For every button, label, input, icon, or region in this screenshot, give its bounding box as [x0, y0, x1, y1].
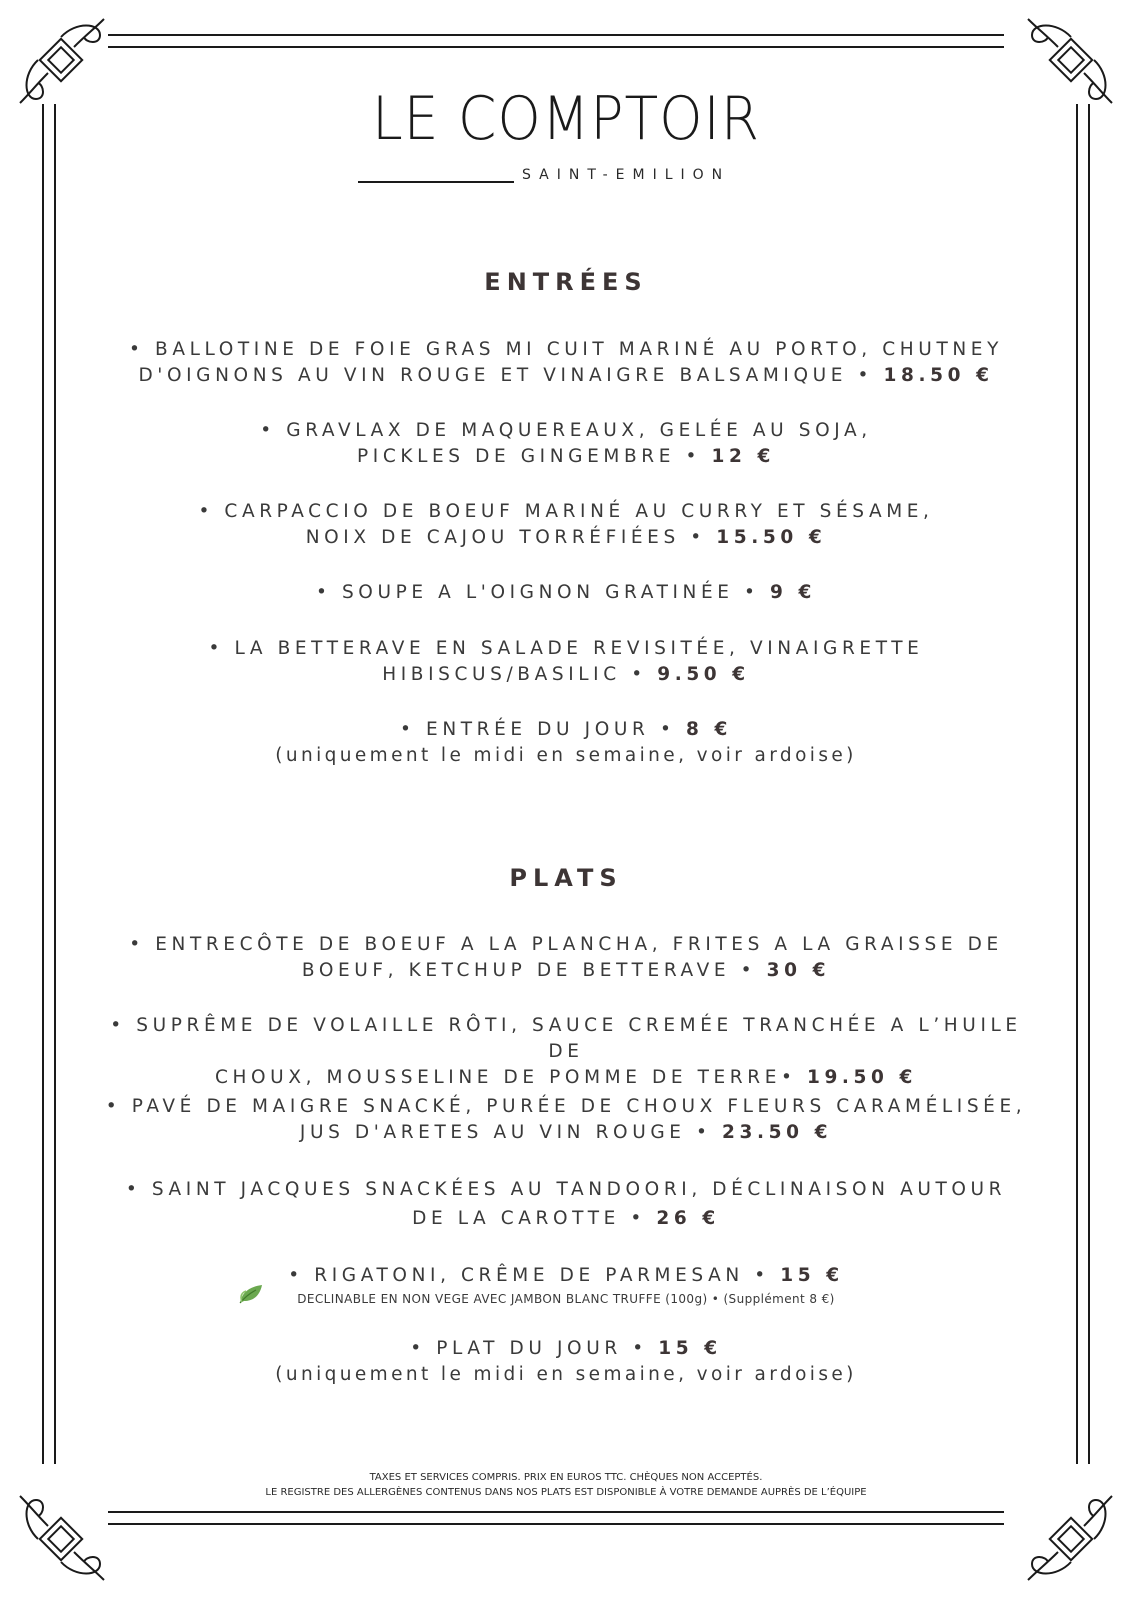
frame-top-inner — [108, 46, 1004, 48]
item-price: 12 € — [711, 446, 775, 467]
item-line — [100, 363, 1032, 389]
item-note: (uniquement le midi en semaine, voir ardoise) — [275, 1364, 857, 1385]
footer — [0, 1470, 1132, 1500]
footer-allergens: LE REGISTRE DES ALLERGÈNES CONTENUS DANS NOS PLATS EST DISPONIBLE À VOTRE DEMANDE AUPRÈS DE L’ÉQUIPE — [265, 1487, 867, 1498]
item-line — [100, 1263, 1032, 1289]
item-line — [100, 580, 1032, 606]
item-price: 19.50 € — [806, 1067, 918, 1088]
section-title-plats: PLATS — [509, 864, 623, 892]
footer-legal: TAXES ET SERVICES COMPRIS. PRIX EN EUROS TTC. CHÈQUES NON ACCEPTÉS. — [369, 1472, 763, 1483]
item-price: 26 € — [656, 1208, 720, 1229]
corner-ornament-icon — [1026, 1494, 1116, 1584]
item-line: • LA BETTERAVE EN SALADE REVISITÉE, VINAIGRETTE — [208, 638, 924, 659]
item-description: HIBISCUS/BASILIC • — [382, 664, 647, 685]
frame-left-outer — [42, 104, 44, 1464]
frame-bottom-inner — [108, 1511, 1004, 1513]
item-price: 15.50 € — [716, 527, 827, 548]
item-price: 8 € — [685, 719, 732, 740]
item-price: 15 € — [780, 1265, 844, 1286]
corner-ornament-icon — [16, 1494, 106, 1584]
item-line — [100, 1204, 1032, 1233]
item-description: JUS D'ARETES AU VIN ROUGE • — [299, 1122, 712, 1143]
menu-item — [100, 1013, 1032, 1091]
item-price: 9 € — [770, 582, 817, 603]
item-line — [100, 444, 1032, 470]
item-line — [100, 662, 1032, 688]
item-line — [100, 1336, 1032, 1362]
item-description: • ENTRÉE DU JOUR • — [400, 719, 676, 740]
item-description: PICKLES DE GINGEMBRE • — [357, 446, 701, 467]
menu-item — [100, 337, 1032, 389]
item-line — [100, 1120, 1032, 1146]
item-line — [100, 717, 1032, 743]
item-price: 18.50 € — [883, 365, 994, 386]
item-line: • BALLOTINE DE FOIE GRAS MI CUIT MARINÉ AU PORTO, CHUTNEY — [129, 339, 1003, 360]
menu-item — [100, 932, 1032, 984]
item-line — [100, 958, 1032, 984]
item-price: 23.50 € — [722, 1122, 833, 1143]
item-line — [100, 1065, 1032, 1091]
menu-item — [100, 499, 1032, 551]
frame-right-inner — [1076, 104, 1078, 1464]
section-title-entrees: ENTRÉES — [484, 268, 648, 296]
item-line: • ENTRECÔTE DE BOEUF A LA PLANCHA, FRITES A LA GRAISSE DE — [129, 934, 1003, 955]
frame-top-outer — [108, 34, 1004, 36]
menu-item — [100, 418, 1032, 470]
item-description: DE LA CAROTTE • — [412, 1208, 646, 1229]
item-line: • SAINT JACQUES SNACKÉES AU TANDOORI, DÉCLINAISON AUTOUR — [125, 1179, 1007, 1200]
menu-item — [100, 1094, 1032, 1146]
frame-left-inner — [54, 104, 56, 1464]
item-price: 15 € — [658, 1338, 722, 1359]
menu-item — [100, 717, 1032, 769]
item-price: 30 € — [766, 960, 831, 981]
item-description: • PLAT DU JOUR • — [410, 1338, 648, 1359]
item-price: 9.50 € — [657, 664, 750, 685]
restaurant-name: LE COMPTOIR — [371, 84, 761, 154]
restaurant-location: SAINT-EMILION — [522, 167, 731, 183]
frame-bottom-outer — [108, 1523, 1004, 1525]
item-note: (uniquement le midi en semaine, voir ardoise) — [275, 745, 857, 766]
item-description: BOEUF, KETCHUP DE BETTERAVE • — [301, 960, 757, 981]
item-line: • GRAVLAX DE MAQUEREAUX, GELÉE AU SOJA, — [260, 420, 872, 441]
menu-item — [100, 1175, 1032, 1233]
menu-item — [100, 1336, 1032, 1388]
item-small-note: DECLINABLE EN NON VEGE AVEC JAMBON BLANC TRUFFE (100g) • (Supplément 8 €) — [297, 1292, 835, 1306]
frame-right-outer — [1088, 104, 1090, 1464]
item-description: • RIGATONI, CRÊME DE PARMESAN • — [288, 1265, 770, 1286]
item-description: • SOUPE A L'OIGNON GRATINÉE • — [315, 582, 760, 603]
item-line: • PAVÉ DE MAIGRE SNACKÉ, PURÉE DE CHOUX FLEURS CARAMÉLISÉE, — [105, 1096, 1027, 1117]
item-line: • SUPRÊME DE VOLAILLE RÔTI, SAUCE CREMÉE TRANCHÉE A L’HUILE DE — [110, 1015, 1022, 1062]
menu-item — [100, 1263, 1032, 1289]
menu-item — [100, 636, 1032, 688]
item-line — [100, 525, 1032, 551]
menu-item — [100, 580, 1032, 606]
item-description: D'OIGNONS AU VIN ROUGE ET VINAIGRE BALSAMIQUE • — [138, 365, 874, 386]
logo-divider — [358, 181, 514, 183]
item-description: NOIX DE CAJOU TORRÉFIÉES • — [305, 527, 706, 548]
item-line: • CARPACCIO DE BOEUF MARINÉ AU CURRY ET SÉSAME, — [198, 501, 934, 522]
item-description: CHOUX, MOUSSELINE DE POMME DE TERRE• — [214, 1067, 797, 1088]
